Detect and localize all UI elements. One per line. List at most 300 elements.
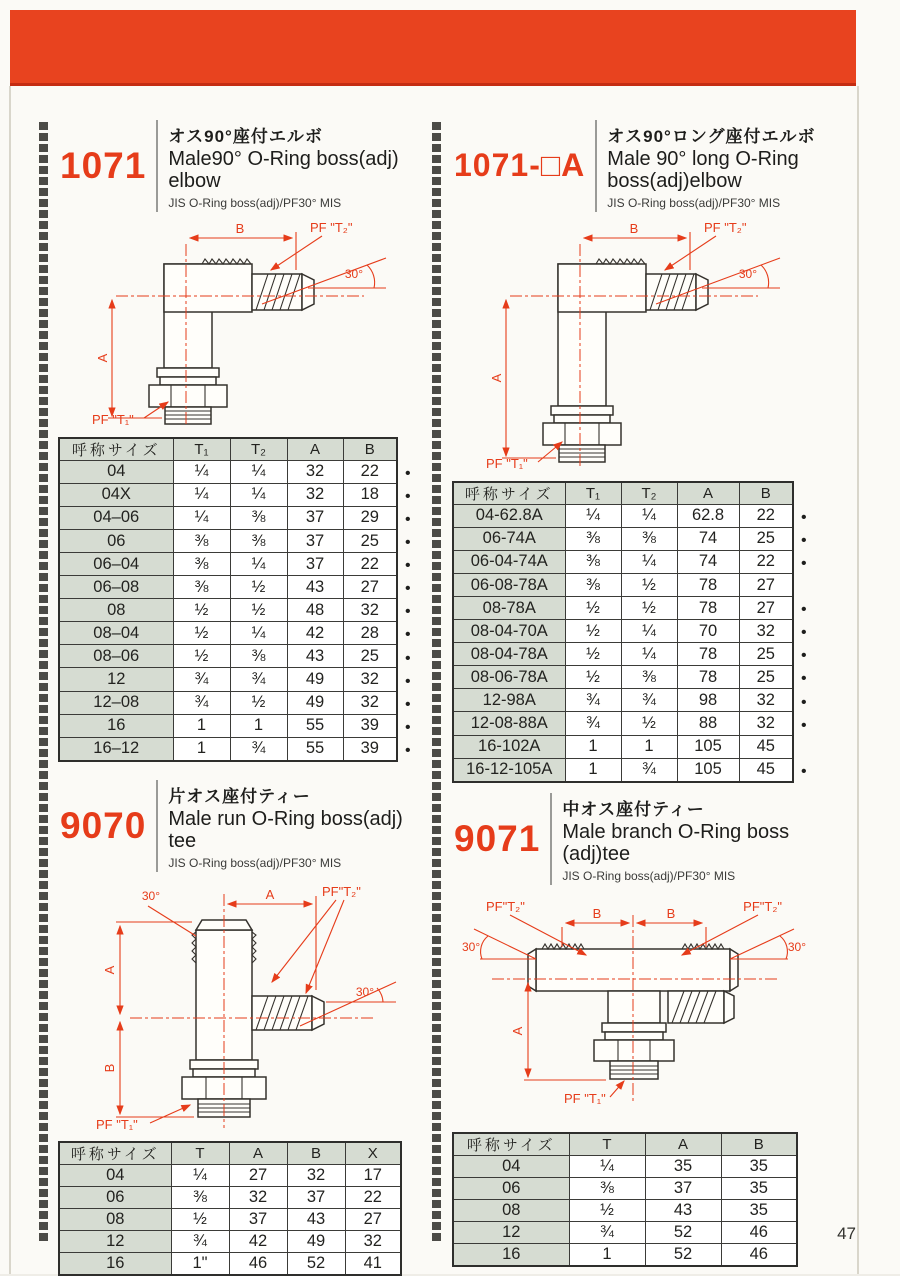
table-row [59, 1252, 401, 1275]
table-row [453, 597, 793, 620]
value-cell: ¼ [173, 483, 230, 506]
size-table-9070 [58, 1141, 430, 1276]
spec-note: JIS O-Ring boss(adj)/PF30° MIS [168, 195, 342, 210]
value-cell: ¾ [569, 1221, 645, 1243]
column-header: T₂ [230, 438, 287, 461]
table-row [59, 714, 397, 737]
value-cell: ¼ [230, 622, 287, 645]
value-cell: 29 [343, 506, 397, 529]
value-cell: ¼ [621, 620, 677, 643]
value-cell: 55 [287, 737, 343, 761]
row-dot-marker: • [801, 670, 807, 688]
value-cell: ¼ [171, 1164, 229, 1186]
row-dot-marker: • [801, 647, 807, 665]
value-cell: 1" [171, 1252, 229, 1275]
column-header: A [677, 482, 739, 505]
row-dot-marker: • [405, 464, 411, 482]
column-header: B [721, 1133, 797, 1156]
run-tee-drawing [64, 878, 408, 1130]
header-row [453, 1133, 797, 1156]
row-dot-marker: • [405, 603, 411, 621]
section-1071-header [58, 120, 430, 212]
value-cell: ¼ [621, 550, 677, 573]
dim-top-label: A [265, 886, 275, 902]
value-cell: 27 [739, 574, 793, 597]
row-dot-marker [801, 737, 807, 760]
table-row [453, 620, 793, 643]
table-row [59, 1230, 401, 1252]
value-cell: ¼ [230, 553, 287, 576]
row-dot-marker: • [801, 531, 807, 549]
binding-perforation-strip-left [39, 122, 48, 1242]
row-dot-marker: • [801, 554, 807, 572]
column-header: T [569, 1133, 645, 1156]
value-cell: 27 [229, 1164, 287, 1186]
value-cell: 32 [343, 691, 397, 714]
size-cell: 12 [59, 668, 173, 691]
table-row [453, 574, 793, 597]
value-cell: ¼ [565, 504, 621, 527]
table-row [453, 527, 793, 550]
column-header: T₁ [565, 482, 621, 505]
value-cell: 27 [739, 597, 793, 620]
value-cell: 1 [621, 735, 677, 758]
value-cell: ¼ [621, 643, 677, 666]
value-cell: 22 [343, 553, 397, 576]
availability-dots [801, 481, 807, 783]
technical-drawing-1071a [458, 218, 824, 475]
value-cell: 25 [739, 666, 793, 689]
table-row [59, 622, 397, 645]
availability-dots [405, 437, 411, 762]
binding-perforation-strip-middle [432, 122, 441, 1242]
value-cell: 32 [739, 620, 793, 643]
size-cell: 16 [59, 714, 173, 737]
size-cell: 06 [453, 1177, 569, 1199]
value-cell: 45 [739, 735, 793, 758]
value-cell: 22 [343, 460, 397, 483]
value-cell: 37 [229, 1208, 287, 1230]
value-cell: 1 [173, 714, 230, 737]
technical-drawing-1071 [64, 218, 430, 431]
size-cell: 12 [59, 1230, 171, 1252]
value-cell: ½ [565, 666, 621, 689]
column-header: A [229, 1142, 287, 1165]
column-header: 呼称サイズ [453, 482, 565, 505]
column-header: T₂ [621, 482, 677, 505]
value-cell: 27 [345, 1208, 401, 1230]
table-row [453, 758, 793, 782]
value-cell: ½ [173, 645, 230, 668]
product-code: 9071 [454, 817, 541, 859]
value-cell: 1 [230, 714, 287, 737]
row-dot-marker: • [405, 534, 411, 552]
port2-label: PF "T₂" [704, 219, 747, 235]
value-cell: ½ [230, 599, 287, 622]
row-dot-marker: • [405, 510, 411, 528]
row-dot-marker: • [801, 601, 807, 619]
table-row [59, 599, 397, 622]
row-dot-marker: • [405, 626, 411, 644]
elbow-drawing [64, 218, 408, 426]
table-row [59, 553, 397, 576]
value-cell: 25 [343, 645, 397, 668]
value-cell: ½ [621, 574, 677, 597]
value-cell: 70 [677, 620, 739, 643]
size-cell: 04 [59, 460, 173, 483]
title-english: Male branch O-Ring boss (adj)tee [562, 820, 790, 866]
section-1071 [58, 120, 430, 762]
value-cell: 1 [173, 737, 230, 761]
table-row [59, 506, 397, 529]
spec-note: JIS O-Ring boss(adj)/PF30° MIS [562, 868, 736, 883]
value-cell: ⅜ [230, 530, 287, 553]
column-header: A [287, 438, 343, 461]
value-cell: 37 [287, 506, 343, 529]
page-left-edge [9, 86, 11, 1274]
value-cell: ½ [565, 620, 621, 643]
value-cell: ⅜ [569, 1177, 645, 1199]
value-cell: 25 [343, 530, 397, 553]
value-cell: ¼ [230, 483, 287, 506]
size-cell: 06 [59, 1186, 171, 1208]
long-elbow-drawing [458, 218, 802, 470]
size-cell: 12-08-88A [453, 712, 565, 735]
size-cell: 08 [59, 1208, 171, 1230]
size-cell: 16–12 [59, 737, 173, 761]
right-column [452, 120, 824, 1267]
section-9070 [58, 780, 430, 1276]
size-cell: 04 [59, 1164, 171, 1186]
table-row [59, 668, 397, 691]
row-dot-marker: • [405, 487, 411, 505]
value-cell: 46 [721, 1243, 797, 1266]
value-cell: 52 [645, 1243, 721, 1266]
value-cell: ⅜ [565, 574, 621, 597]
section-1071a [452, 120, 824, 783]
size-cell: 06-04-74A [453, 550, 565, 573]
value-cell: ¾ [565, 712, 621, 735]
value-cell: 74 [677, 550, 739, 573]
title-english: Male90° O-Ring boss(adj) elbow [168, 148, 399, 193]
table-row [59, 1164, 401, 1186]
dim-b-left-label: B [102, 1063, 117, 1073]
port2-label: PF"T₂" [322, 883, 361, 899]
value-cell: 105 [677, 735, 739, 758]
data-table [58, 437, 398, 762]
value-cell: ½ [230, 691, 287, 714]
table-row [453, 1177, 797, 1199]
row-dot-marker: • [801, 693, 807, 711]
row-dot-marker: • [801, 762, 807, 780]
value-cell: 32 [739, 712, 793, 735]
title-block [595, 120, 824, 212]
value-cell: 49 [287, 691, 343, 714]
value-cell: 43 [287, 1208, 345, 1230]
dim-a-label: A [510, 1026, 525, 1036]
title-english: Male 90° long O-Ring boss(adj)elbow [607, 148, 799, 193]
port1-label: PF "T₁" [564, 1090, 606, 1106]
table-row [59, 645, 397, 668]
technical-drawing-9070 [64, 878, 430, 1135]
value-cell: 32 [287, 1164, 345, 1186]
row-dot-marker: • [405, 580, 411, 598]
column-header: 呼称サイズ [59, 438, 173, 461]
size-cell: 08-78A [453, 597, 565, 620]
value-cell: ¾ [171, 1230, 229, 1252]
value-cell: 49 [287, 1230, 345, 1252]
size-table-1071a [452, 481, 824, 783]
port1-label: PF "T₁" [96, 1116, 138, 1130]
title-block [550, 793, 824, 885]
size-cell: 04 [453, 1155, 569, 1177]
spec-note: JIS O-Ring boss(adj)/PF30° MIS [168, 855, 342, 870]
size-cell: 04-62.8A [453, 504, 565, 527]
row-dot-marker: • [405, 557, 411, 575]
value-cell: 43 [645, 1199, 721, 1221]
value-cell: ¾ [621, 689, 677, 712]
value-cell: ½ [565, 597, 621, 620]
dim-b-label: B [629, 220, 639, 236]
branch-tee-drawing [458, 891, 810, 1121]
angle-right-label: 30° [787, 939, 806, 954]
value-cell: ½ [173, 622, 230, 645]
angle-label: 30° [738, 266, 757, 281]
table-row [453, 1243, 797, 1266]
value-cell: ⅜ [173, 530, 230, 553]
size-cell: 08-04-78A [453, 643, 565, 666]
value-cell: 1 [565, 758, 621, 782]
table-row [59, 483, 397, 506]
value-cell: ¼ [569, 1155, 645, 1177]
value-cell: ¼ [173, 506, 230, 529]
table-row [59, 460, 397, 483]
value-cell: 32 [739, 689, 793, 712]
value-cell: 42 [287, 622, 343, 645]
value-cell: 18 [343, 483, 397, 506]
value-cell: ⅜ [171, 1186, 229, 1208]
port1-label: PF "T₁" [486, 455, 528, 470]
row-dot-marker [801, 575, 807, 598]
value-cell: ½ [565, 643, 621, 666]
column-header: X [345, 1142, 401, 1165]
section-1071a-header [452, 120, 824, 212]
value-cell: ¾ [230, 668, 287, 691]
technical-drawing-9071 [458, 891, 824, 1126]
value-cell: 42 [229, 1230, 287, 1252]
value-cell: 22 [739, 504, 793, 527]
value-cell: 39 [343, 714, 397, 737]
title-japanese: オス90°ロング座付エルボ [607, 127, 816, 146]
value-cell: 48 [287, 599, 343, 622]
row-dot-marker: • [801, 716, 807, 734]
value-cell: ⅜ [565, 527, 621, 550]
value-cell: 17 [345, 1164, 401, 1186]
row-dot-marker: • [405, 695, 411, 713]
value-cell: ¼ [173, 460, 230, 483]
value-cell: 32 [287, 460, 343, 483]
value-cell: ⅜ [230, 645, 287, 668]
size-cell: 08-04-70A [453, 620, 565, 643]
value-cell: ¼ [621, 504, 677, 527]
row-dot-marker: • [405, 672, 411, 690]
title-block [156, 120, 430, 212]
value-cell: ¾ [230, 737, 287, 761]
column-header: B [343, 438, 397, 461]
angle-left-label: 30° [141, 888, 160, 903]
header-row [59, 1142, 401, 1165]
size-cell: 16 [453, 1243, 569, 1266]
value-cell: 78 [677, 597, 739, 620]
value-cell: 41 [345, 1252, 401, 1275]
column-header: 呼称サイズ [453, 1133, 569, 1156]
port2-right-label: PF"T₂" [743, 898, 782, 914]
value-cell: ⅜ [230, 506, 287, 529]
row-dot-marker: • [405, 741, 411, 759]
value-cell: 78 [677, 574, 739, 597]
data-table [452, 1132, 798, 1267]
size-cell: 16 [59, 1252, 171, 1275]
table-row [453, 1155, 797, 1177]
size-cell: 12–08 [59, 691, 173, 714]
value-cell: 22 [345, 1186, 401, 1208]
column-header: B [287, 1142, 345, 1165]
row-dot-marker: • [801, 508, 807, 526]
value-cell: ¾ [173, 691, 230, 714]
dim-a-label: A [95, 353, 110, 363]
dim-a-label: A [489, 373, 504, 383]
value-cell: ½ [230, 576, 287, 599]
value-cell: 32 [287, 483, 343, 506]
size-cell: 08 [59, 599, 173, 622]
port2-left-label: PF"T₂" [486, 898, 525, 914]
value-cell: 35 [721, 1155, 797, 1177]
table-row [453, 1221, 797, 1243]
product-code: 1071-□A [454, 147, 586, 184]
value-cell: 1 [569, 1243, 645, 1266]
port1-label: PF "T₁" [92, 411, 134, 426]
value-cell: 37 [287, 553, 343, 576]
size-cell: 04X [59, 483, 173, 506]
section-9070-header [58, 780, 430, 872]
value-cell: 105 [677, 758, 739, 782]
value-cell: 37 [287, 1186, 345, 1208]
angle-left-label: 30° [462, 939, 481, 954]
header-row [59, 438, 397, 461]
size-cell: 12-98A [453, 689, 565, 712]
table-row [453, 666, 793, 689]
size-cell: 16-12-105A [453, 758, 565, 782]
angle-right-label: 30° [355, 984, 374, 999]
title-japanese: オス90°座付エルボ [168, 127, 323, 146]
size-table-9071 [452, 1132, 824, 1267]
value-cell: 46 [721, 1221, 797, 1243]
row-dot-marker: • [801, 624, 807, 642]
value-cell: 46 [229, 1252, 287, 1275]
left-column [58, 120, 430, 1276]
value-cell: ¾ [621, 758, 677, 782]
table-row [59, 737, 397, 761]
value-cell: ¾ [173, 668, 230, 691]
value-cell: 27 [343, 576, 397, 599]
table-row [453, 643, 793, 666]
value-cell: 35 [645, 1155, 721, 1177]
value-cell: 45 [739, 758, 793, 782]
table-row [59, 691, 397, 714]
size-cell: 16-102A [453, 735, 565, 758]
size-cell: 04–06 [59, 506, 173, 529]
size-cell: 08 [453, 1199, 569, 1221]
top-red-banner [10, 10, 856, 86]
dim-b-right-label: B [666, 905, 676, 921]
value-cell: 49 [287, 668, 343, 691]
table-row [453, 504, 793, 527]
value-cell: 28 [343, 622, 397, 645]
title-block [156, 780, 430, 872]
data-table [452, 481, 794, 783]
angle-label: 30° [344, 266, 363, 281]
value-cell: 74 [677, 527, 739, 550]
value-cell: 52 [287, 1252, 345, 1275]
size-cell: 08–06 [59, 645, 173, 668]
column-header: A [645, 1133, 721, 1156]
title-japanese: 片オス座付ティー [168, 787, 311, 806]
value-cell: 55 [287, 714, 343, 737]
section-9071-header [452, 793, 824, 885]
port2-label: PF "T₂" [310, 219, 353, 235]
value-cell: 78 [677, 643, 739, 666]
value-cell: ⅜ [621, 527, 677, 550]
row-dot-marker: • [405, 718, 411, 736]
table-row [453, 712, 793, 735]
value-cell: ½ [621, 597, 677, 620]
value-cell: ½ [569, 1199, 645, 1221]
data-table [58, 1141, 402, 1276]
value-cell: 25 [739, 643, 793, 666]
size-cell: 08–04 [59, 622, 173, 645]
table-row [59, 576, 397, 599]
page-right-edge [857, 86, 859, 1274]
value-cell: 25 [739, 527, 793, 550]
size-cell: 06-74A [453, 527, 565, 550]
table-row [453, 550, 793, 573]
value-cell: ¾ [565, 689, 621, 712]
value-cell: 37 [645, 1177, 721, 1199]
size-cell: 06–04 [59, 553, 173, 576]
value-cell: ¼ [230, 460, 287, 483]
value-cell: 43 [287, 645, 343, 668]
table-row [59, 530, 397, 553]
value-cell: 78 [677, 666, 739, 689]
value-cell: ½ [171, 1208, 229, 1230]
value-cell: ⅜ [173, 553, 230, 576]
value-cell: 22 [739, 550, 793, 573]
column-header: B [739, 482, 793, 505]
value-cell: 62.8 [677, 504, 739, 527]
product-code: 9070 [60, 804, 147, 846]
table-row [59, 1208, 401, 1230]
value-cell: 32 [229, 1186, 287, 1208]
size-table-1071 [58, 437, 430, 762]
table-row [453, 735, 793, 758]
table-row [453, 689, 793, 712]
value-cell: ⅜ [565, 550, 621, 573]
spec-note: JIS O-Ring boss(adj)/PF30° MIS [607, 195, 781, 210]
value-cell: 35 [721, 1199, 797, 1221]
value-cell: 35 [721, 1177, 797, 1199]
value-cell: 37 [287, 530, 343, 553]
column-header: T₁ [173, 438, 230, 461]
